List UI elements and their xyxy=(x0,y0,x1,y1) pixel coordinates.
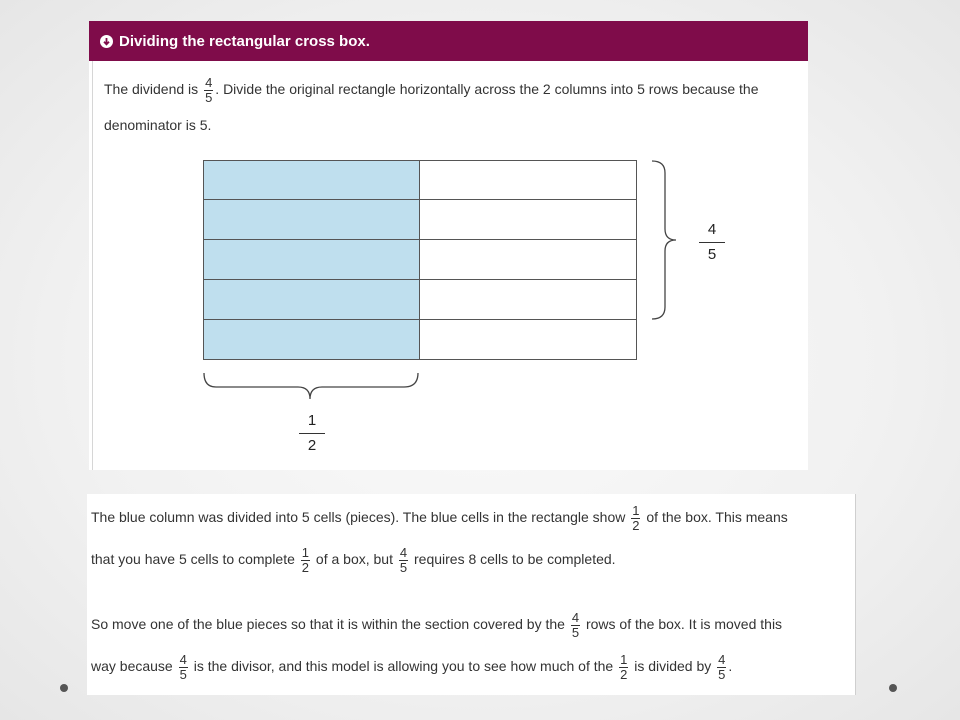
slide-dot-right xyxy=(889,684,897,692)
left-rule xyxy=(92,61,93,470)
blue-cell xyxy=(203,279,420,320)
intro-text: denominator is 5. xyxy=(104,117,212,133)
bottom-brace xyxy=(202,371,422,403)
explanation-text: So move one of the blue pieces so that it is within the section covered by the xyxy=(91,616,565,633)
section-header[interactable] xyxy=(89,21,808,61)
white-cell xyxy=(419,319,637,360)
right-brace xyxy=(649,159,679,323)
explanation-text: is the divisor, and this model is allowing you to see how much of the xyxy=(193,658,614,675)
fraction-four-fifths: $\frac{4}{5}$ xyxy=(718,652,726,682)
fraction-four-fifths: $\frac{4}{5}$ xyxy=(179,652,187,682)
fraction-four-fifths: $\frac{4}{5}$ xyxy=(399,545,408,575)
explanation-text: of the box. This means xyxy=(646,509,788,526)
blue-cell xyxy=(203,160,420,200)
content-panel-top xyxy=(89,21,808,470)
white-cell xyxy=(419,160,637,200)
explanation-text: The blue column was divided into 5 cells (pieces). The blue cells in the rectangle show xyxy=(91,509,626,526)
intro-text: The dividend is xyxy=(104,81,199,98)
blue-cell xyxy=(203,239,420,280)
fraction-one-half: $\frac{1}{2}$ xyxy=(301,545,310,575)
explanation-line-1 xyxy=(91,504,788,533)
section-title: Dividing the rectangular cross box. xyxy=(119,32,370,50)
explanation-line-2 xyxy=(91,546,616,575)
explanation-text: . xyxy=(728,658,733,675)
explanation-text: is divided by xyxy=(634,658,712,675)
explanation-text: rows of the box. It is moved this xyxy=(585,616,783,633)
bottom-fraction-label: 1 2 xyxy=(299,411,325,456)
explanation-line-4 xyxy=(91,653,732,682)
right-rule xyxy=(855,494,856,695)
blue-cell xyxy=(203,319,420,360)
expand-arrow-icon[interactable] xyxy=(100,35,113,48)
fraction-four-fifths: $\frac{4}{5}$ xyxy=(571,610,580,640)
explanation-text: requires 8 cells to be completed. xyxy=(414,551,616,568)
slide-dot-left xyxy=(60,684,68,692)
fraction-one-half: $\frac{1}{2}$ xyxy=(620,652,628,682)
blue-cell xyxy=(203,199,420,240)
intro-line-2 xyxy=(104,117,211,133)
white-cell xyxy=(419,199,637,240)
explanation-text: that you have 5 cells to complete xyxy=(91,551,295,568)
fraction-four-fifths: $\frac{4}{5}$ xyxy=(205,75,213,105)
explanation-text: of a box, but xyxy=(315,551,393,568)
explanation-text: way because xyxy=(91,658,173,675)
rectangular-cross-box xyxy=(203,160,637,360)
right-fraction-label: 4 5 xyxy=(699,220,725,265)
white-cell xyxy=(419,239,637,280)
intro-text: . Divide the original rectangle horizontally across the 2 columns into 5 rows because the xyxy=(215,81,759,98)
fraction-one-half: $\frac{1}{2}$ xyxy=(632,503,640,533)
white-cell xyxy=(419,279,637,320)
explanation-line-3 xyxy=(91,611,782,640)
content-panel-bottom xyxy=(87,494,856,695)
intro-line-1 xyxy=(104,76,758,105)
